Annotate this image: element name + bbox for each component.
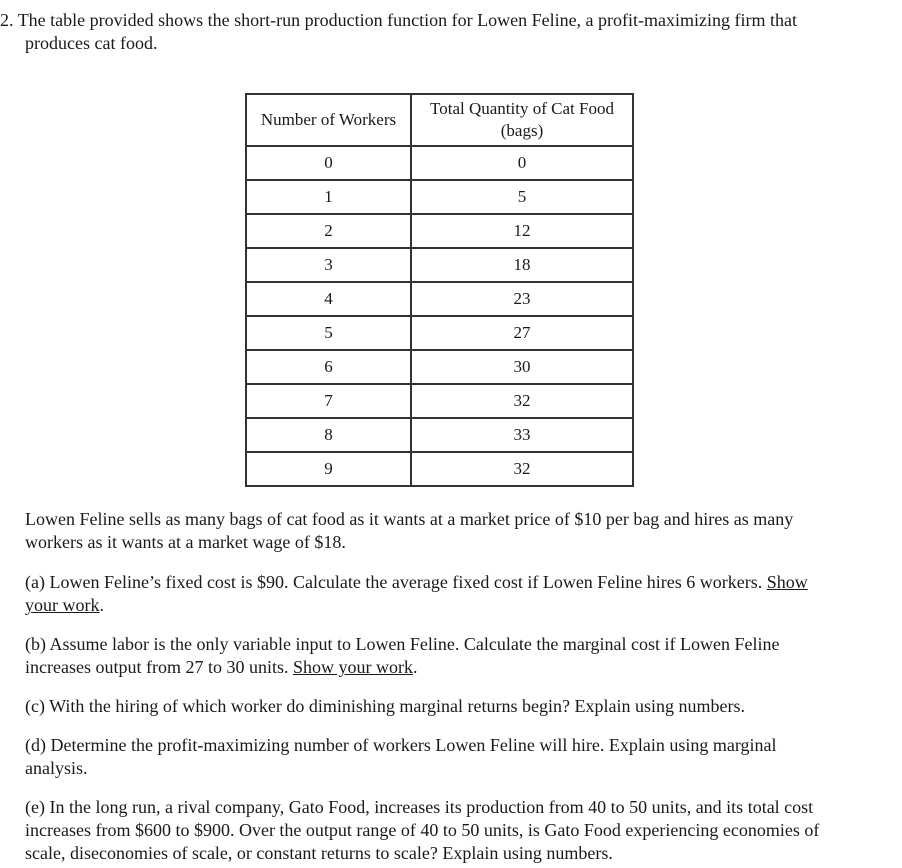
part-c: [25, 695, 891, 718]
header-quantity-line1: Total Quantity of Cat Food: [430, 99, 614, 118]
workers-cell: 1: [246, 180, 411, 214]
context-line2: workers as it wants at a market wage of $18.: [25, 532, 346, 552]
question-number: 2.: [0, 10, 14, 30]
table-row: [246, 350, 633, 384]
quantity-cell: 12: [411, 214, 633, 248]
table-row: [246, 282, 633, 316]
part-d-line1: (d) Determine the profit-maximizing number of workers Lowen Feline will hire. Explain using marginal: [25, 735, 777, 755]
question-intro: [0, 9, 890, 55]
table-row: [246, 248, 633, 282]
part-a-show-work-2: your work: [25, 595, 100, 615]
question-intro-line2: produces cat food.: [25, 33, 158, 53]
part-b-show-work: Show your work: [292, 657, 413, 677]
quantity-cell: 32: [411, 452, 633, 486]
table-row: [246, 180, 633, 214]
table-row: [246, 452, 633, 486]
part-c-text: (c) With the hiring of which worker do diminishing marginal returns begin? Explain using numbers.: [25, 696, 745, 716]
question-intro-line1: The table provided shows the short-run production function for Lowen Feline, a profit-maximizing firm that: [17, 10, 797, 30]
part-b-line1: (b) Assume labor is the only variable input to Lowen Feline. Calculate the marginal cost if Lowen Feline: [25, 634, 780, 654]
part-e: [25, 796, 891, 865]
workers-cell: 9: [246, 452, 411, 486]
part-b-line2: increases output from 27 to 30 units.: [25, 657, 289, 677]
quantity-cell: 32: [411, 384, 633, 418]
part-d: [25, 734, 891, 780]
quantity-cell: 30: [411, 350, 633, 384]
quantity-cell: 33: [411, 418, 633, 452]
part-a-period: .: [99, 595, 104, 615]
workers-cell: 4: [246, 282, 411, 316]
workers-cell: 3: [246, 248, 411, 282]
part-a-text: (a) Lowen Feline’s fixed cost is $90. Calculate the average fixed cost if Lowen Feline hires 6 workers.: [25, 572, 763, 592]
table-header-row: [246, 94, 633, 146]
part-b-period: .: [412, 657, 418, 677]
table-row: [246, 418, 633, 452]
quantity-cell: 23: [411, 282, 633, 316]
workers-cell: 2: [246, 214, 411, 248]
table-row: [246, 384, 633, 418]
context-line1: Lowen Feline sells as many bags of cat food as it wants at a market price of $10 per bag and hires as many: [25, 509, 794, 529]
header-quantity: [411, 94, 633, 146]
part-e-line1: (e) In the long run, a rival company, Gato Food, increases its production from 40 to 50 units, and its total cost: [25, 797, 814, 817]
workers-cell: 7: [246, 384, 411, 418]
workers-cell: 6: [246, 350, 411, 384]
workers-cell: 8: [246, 418, 411, 452]
header-quantity-line2: (bags): [500, 121, 544, 140]
quantity-cell: 5: [411, 180, 633, 214]
quantity-cell: 18: [411, 248, 633, 282]
quantity-cell: 27: [411, 316, 633, 350]
table-row: [246, 146, 633, 180]
part-b: [25, 633, 891, 679]
part-e-line3: scale, diseconomies of scale, or constant returns to scale? Explain using numbers.: [25, 843, 613, 863]
part-a: [25, 571, 891, 617]
part-a-show-work-1: Show: [766, 572, 808, 592]
workers-cell: 5: [246, 316, 411, 350]
quantity-cell: 0: [411, 146, 633, 180]
workers-cell: 0: [246, 146, 411, 180]
context-paragraph: [25, 508, 891, 554]
header-workers: Number of Workers: [246, 94, 411, 146]
production-table: [245, 93, 634, 487]
part-e-line2: increases from $600 to $900. Over the output range of 40 to 50 units, is Gato Food experiencing economies of: [25, 820, 820, 840]
table-row: [246, 316, 633, 350]
part-d-line2: analysis.: [25, 758, 88, 778]
table-row: [246, 214, 633, 248]
